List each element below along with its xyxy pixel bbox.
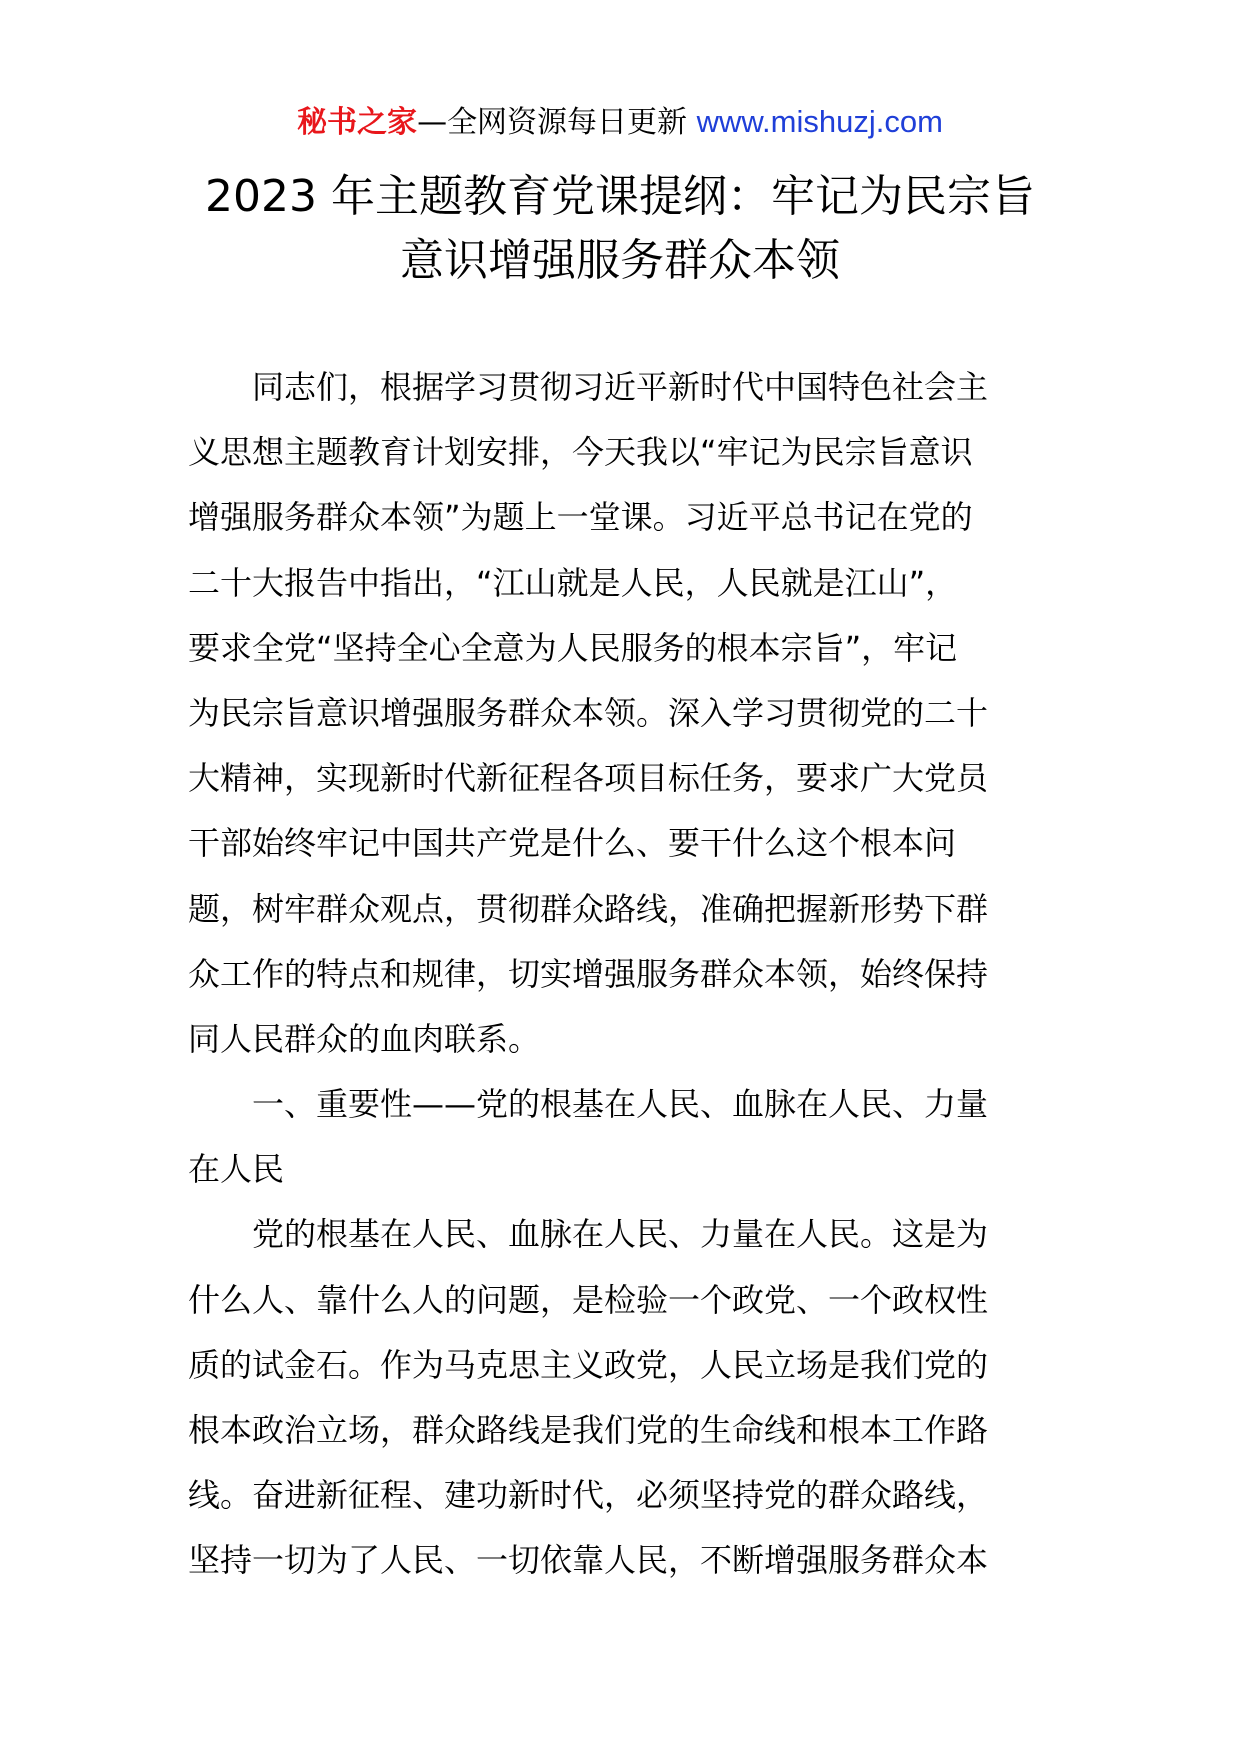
text-line: 党的根基在人民、血脉在人民、力量在人民。这是为 (188, 1215, 989, 1254)
intro-paragraph (188, 355, 1056, 1072)
document-body (188, 355, 1056, 1594)
site-header (0, 100, 1240, 145)
text-line: 众工作的特点和规律，切实增强服务群众本领，始终保持 (188, 954, 989, 993)
text-line: 增强服务群众本领”为题上一堂课。习近平总书记在党的 (188, 498, 973, 537)
text-line: 什么人、靠什么人的问题，是检验一个政党、一个政权性 (188, 1280, 989, 1319)
text-line: 质的试金石。作为马克思主义政党，人民立场是我们党的 (188, 1345, 989, 1384)
text-line: 干部始终牢记中国共产党是什么、要干什么这个根本问 (188, 824, 957, 863)
text-line: 要求全党“坚持全心全意为人民服务的根本宗旨”，牢记 (188, 628, 958, 667)
text-line: 同志们，根据学习贯彻习近平新时代中国特色社会主 (188, 368, 989, 406)
text-line: 在人民 (188, 1150, 285, 1189)
text-line: 义思想主题教育计划安排，今天我以“牢记为民宗旨意识 (188, 433, 973, 472)
section-paragraph (188, 1202, 1056, 1593)
text-line: 题，树牢群众观点，贯彻群众路线，准确把握新形势下群 (188, 889, 989, 928)
text-line: 二十大报告中指出，“江山就是人民，人民就是江山”， (188, 563, 958, 602)
text-line: 为民宗旨意识增强服务群众本领。深入学习贯彻党的二十 (188, 693, 989, 732)
text-line: 线。奋进新征程、建功新时代，必须坚持党的群众路线， (188, 1476, 989, 1515)
text-line: 同人民群众的血肉联系。 (188, 1019, 541, 1058)
document-title (150, 165, 1090, 293)
text-line: 根本政治立场，群众路线是我们党的生命线和根本工作路 (188, 1411, 989, 1449)
site-tagline: —全网资源每日更新 (417, 105, 688, 140)
section-heading (188, 1072, 1056, 1202)
title-line-2: 意识增强服务群众本领 (400, 235, 840, 286)
text-line: 一、重要性——党的根基在人民、血脉在人民、力量 (188, 1085, 989, 1124)
site-url-link[interactable]: www.mishuzj.com (696, 104, 943, 139)
text-line: 大精神，实现新时代新征程各项目标任务，要求广大党员 (188, 759, 989, 798)
title-line-1: 2023 年主题教育党课提纲：牢记为民宗旨 (205, 171, 1035, 222)
site-brand: 秘书之家 (297, 105, 418, 140)
text-line: 坚持一切为了人民、一切依靠人民，不断增强服务群众本 (188, 1541, 989, 1580)
